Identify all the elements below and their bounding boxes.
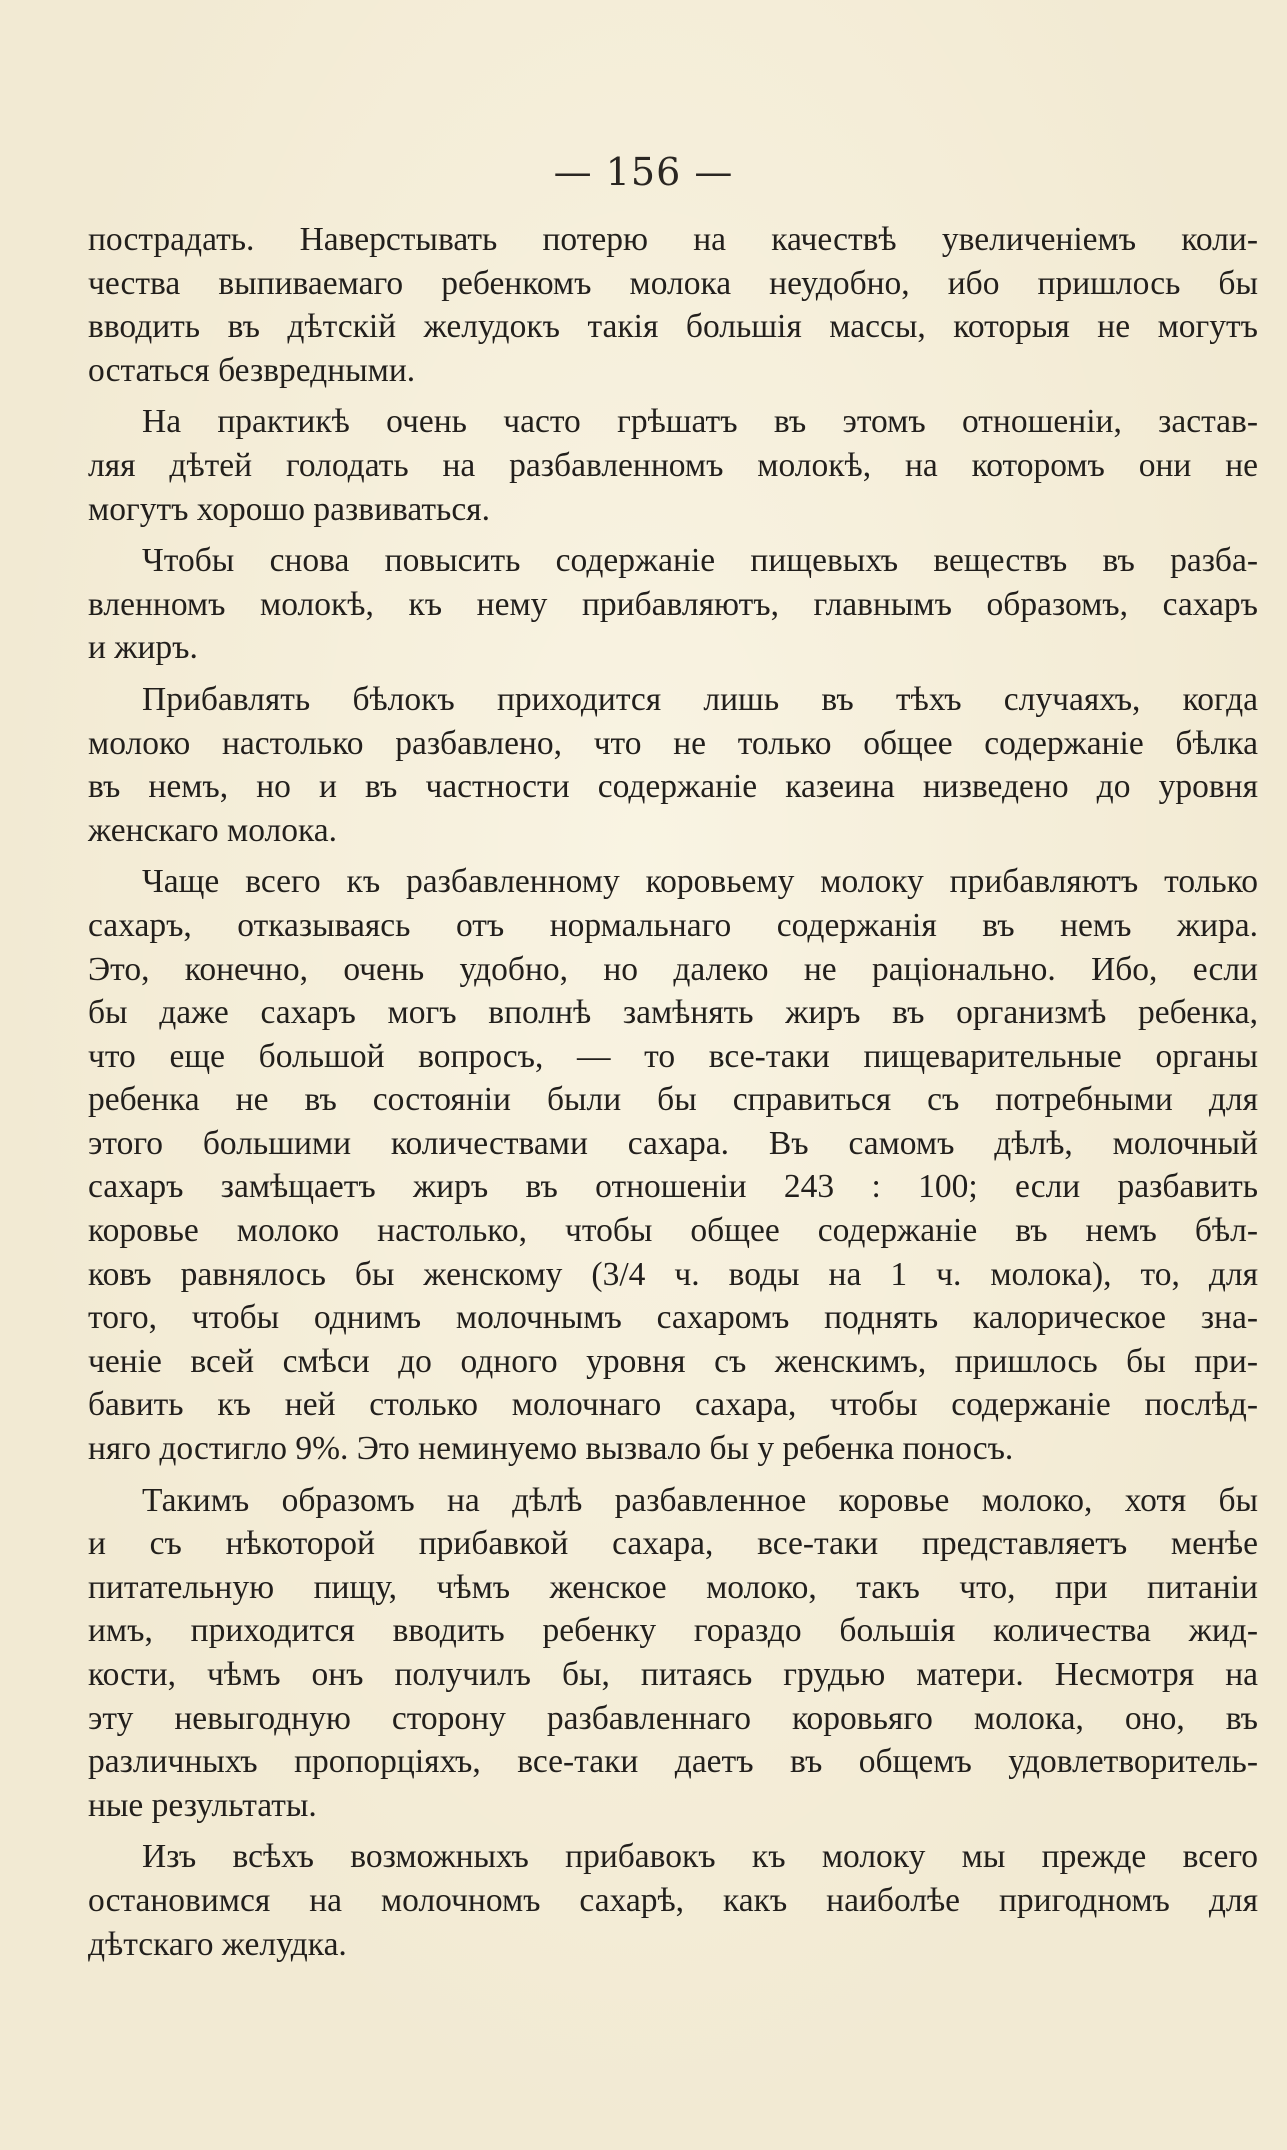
text-line: остановимся на молочномъ сахарѣ, какъ наиболѣе пригодномъ для bbox=[88, 1881, 1258, 1919]
text-line: сахаръ, отказываясь отъ нормальнаго содержанія въ немъ жира. bbox=[88, 906, 1258, 944]
text-line: няго достигло 9%. Это неминуемо вызвало бы у ребенка поносъ. bbox=[88, 1430, 1014, 1468]
text-line: дѣтскаго желудка. bbox=[88, 1925, 347, 1963]
text-line: того, чтобы однимъ молочнымъ сахаромъ поднять калорическое зна- bbox=[88, 1299, 1258, 1337]
text-line: вленномъ молокѣ, къ нему прибавляютъ, главнымъ образомъ, сахаръ bbox=[88, 585, 1258, 623]
text-line: эту невыгодную сторону разбавленнаго коровьяго молока, оно, въ bbox=[88, 1699, 1258, 1737]
text-line: вводить въ дѣтскій желудокъ такія большія массы, которыя не могутъ bbox=[88, 308, 1258, 346]
text-line: могутъ хорошо развиваться. bbox=[88, 490, 490, 528]
text-line: чества выпиваемаго ребенкомъ молока неудобно, ибо пришлось бы bbox=[88, 264, 1258, 302]
text-line: На практикѣ очень часто грѣшатъ въ этомъ отношеніи, застав- bbox=[142, 403, 1258, 441]
text-line: Чаще всего къ разбавленному коровьему молоку прибавляютъ только bbox=[142, 863, 1258, 901]
text-line: Изъ всѣхъ возможныхъ прибавокъ къ молоку мы прежде всего bbox=[142, 1838, 1258, 1876]
text-line: и жиръ. bbox=[88, 629, 198, 667]
paragraph bbox=[88, 218, 1258, 392]
text-line: имъ, приходится вводить ребенку гораздо большія количества жид- bbox=[88, 1612, 1258, 1650]
page-number: — 156 — bbox=[553, 150, 734, 194]
text-line: ченіе всей смѣси до одного уровня съ женскимъ, пришлось бы при- bbox=[88, 1342, 1258, 1380]
paragraph bbox=[88, 860, 1258, 1470]
text-line: молоко настолько разбавлено, что не только общее содержаніе бѣлка bbox=[88, 724, 1258, 762]
text-line: пострадать. Наверстывать потерю на качествѣ увеличеніемъ коли- bbox=[88, 221, 1258, 258]
paragraph bbox=[88, 1479, 1258, 1828]
paragraph bbox=[88, 400, 1258, 531]
text-line: кости, чѣмъ онъ получилъ бы, питаясь грудью матери. Несмотря на bbox=[88, 1656, 1258, 1693]
paragraph bbox=[88, 678, 1258, 852]
text-line: ляя дѣтей голодать на разбавленномъ молокѣ, на которомъ они не bbox=[88, 446, 1258, 484]
text-line: Прибавлять бѣлокъ приходится лишь въ тѣхъ случаяхъ, когда bbox=[142, 680, 1258, 718]
text-line: коровье молоко настолько, чтобы общее содержаніе въ немъ бѣл- bbox=[88, 1212, 1258, 1250]
text-line: бавить къ ней столько молочнаго сахара, чтобы содержаніе послѣд- bbox=[88, 1386, 1258, 1424]
text-line: Это, конечно, очень удобно, но далеко не раціонально. Ибо, если bbox=[88, 950, 1258, 988]
text-line: бы даже сахаръ могъ вполнѣ замѣнять жиръ въ организмѣ ребенка, bbox=[88, 994, 1258, 1032]
text-line: этого большими количествами сахара. Въ самомъ дѣлѣ, молочный bbox=[88, 1124, 1258, 1162]
text-line: различныхъ пропорціяхъ, все-таки даетъ въ общемъ удовлетворитель- bbox=[88, 1743, 1258, 1781]
text-line: женскаго молока. bbox=[88, 811, 338, 849]
text-line: ные результаты. bbox=[88, 1786, 317, 1824]
body-text bbox=[88, 218, 1258, 1966]
text-line: Чтобы снова повысить содержаніе пищевыхъ веществъ въ разба- bbox=[142, 542, 1258, 580]
text-line: ребенка не въ состояніи были бы справиться съ потребными для bbox=[88, 1081, 1258, 1119]
text-line: и съ нѣкоторой прибавкой сахара, все-таки представляетъ менѣе bbox=[88, 1525, 1258, 1563]
text-line: Такимъ образомъ на дѣлѣ разбавленное коровье молоко, хотя бы bbox=[142, 1481, 1258, 1519]
text-line: что еще большой вопросъ, — то все-таки пищеварительные органы bbox=[88, 1037, 1258, 1075]
text-line: ковъ равнялось бы женскому (3/4 ч. воды на 1 ч. молока), то, для bbox=[88, 1255, 1258, 1293]
text-line: въ немъ, но и въ частности содержаніе казеина низведено до уровня bbox=[88, 768, 1258, 806]
text-line: питательную пищу, чѣмъ женское молоко, такъ что, при питаніи bbox=[88, 1568, 1258, 1606]
text-line: сахаръ замѣщаетъ жиръ въ отношеніи 243 : 100; если разбавить bbox=[88, 1168, 1258, 1206]
paragraph bbox=[88, 1835, 1258, 1966]
text-line: остаться безвредными. bbox=[88, 351, 416, 389]
paragraph bbox=[88, 539, 1258, 670]
